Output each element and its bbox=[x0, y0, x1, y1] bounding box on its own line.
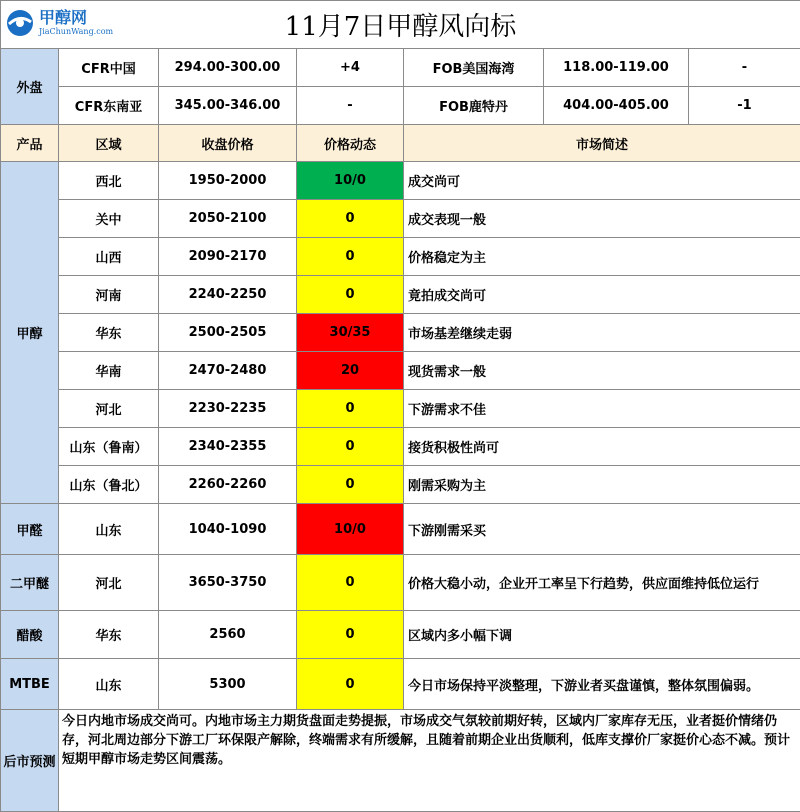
methanol-row bbox=[1, 200, 800, 238]
comment-cell: 下游刚需采买 bbox=[404, 504, 800, 555]
change-cell: 0 bbox=[297, 276, 404, 314]
price-cell: 1040-1090 bbox=[159, 504, 297, 555]
comment-cell: 今日市场保持平淡整理，下游业者买盘谨慎，整体氛围偏弱。 bbox=[404, 659, 800, 710]
price-cell: 2230-2235 bbox=[159, 390, 297, 428]
price-cell: 2340-2355 bbox=[159, 428, 297, 466]
region-cell: 山东 bbox=[59, 504, 159, 555]
comment-cell: 现货需求一般 bbox=[404, 352, 800, 390]
region-cell: 山东（鲁南） bbox=[59, 428, 159, 466]
foreign-b-price: 404.00-405.00 bbox=[544, 87, 689, 125]
logo-icon bbox=[5, 8, 35, 38]
methanol-row bbox=[1, 314, 800, 352]
change-cell: 20 bbox=[297, 352, 404, 390]
forecast-text: 今日内地市场成交尚可。内地市场主力期货盘面走势提振，市场成交气氛较前期好转，区域内厂家库存无压，业者挺价情绪仍存，河北周边部分下游工厂环保限产解除，终端需求有所缓解，且随着前期企业出货顺利，低库支撑价厂家挺价心态不减。预计短期甲醇市场走势区间震荡。 bbox=[59, 710, 800, 812]
change-cell: 0 bbox=[297, 466, 404, 504]
logo bbox=[5, 5, 113, 41]
comment-cell: 接货积极性尚可 bbox=[404, 428, 800, 466]
product-row bbox=[1, 659, 800, 710]
price-cell: 2260-2260 bbox=[159, 466, 297, 504]
comment-cell: 下游需求不佳 bbox=[404, 390, 800, 428]
product-row bbox=[1, 611, 800, 659]
price-cell: 2560 bbox=[159, 611, 297, 659]
region-cell: 山西 bbox=[59, 238, 159, 276]
price-cell: 2090-2170 bbox=[159, 238, 297, 276]
foreign-a-change: +4 bbox=[297, 49, 404, 87]
comment-cell: 成交表现一般 bbox=[404, 200, 800, 238]
comment-cell: 竟拍成交尚可 bbox=[404, 276, 800, 314]
foreign-a-change: - bbox=[297, 87, 404, 125]
price-cell: 2050-2100 bbox=[159, 200, 297, 238]
product-label: 甲醛 bbox=[1, 504, 59, 555]
foreign-a-price: 345.00-346.00 bbox=[159, 87, 297, 125]
methanol-row bbox=[1, 238, 800, 276]
foreign-a-name: CFR中国 bbox=[59, 49, 159, 87]
comment-cell: 区域内多小幅下调 bbox=[404, 611, 800, 659]
foreign-b-name: FOB美国海湾 bbox=[404, 49, 544, 87]
change-cell: 0 bbox=[297, 659, 404, 710]
comment-cell: 市场基差继续走弱 bbox=[404, 314, 800, 352]
methanol-row bbox=[1, 390, 800, 428]
foreign-b-price: 118.00-119.00 bbox=[544, 49, 689, 87]
change-cell: 0 bbox=[297, 200, 404, 238]
forecast-label: 后市预测 bbox=[1, 710, 59, 812]
change-cell: 0 bbox=[297, 390, 404, 428]
price-cell: 3650-3750 bbox=[159, 555, 297, 611]
comment-cell: 价格大稳小动，企业开工率呈下行趋势，供应面维持低位运行 bbox=[404, 555, 800, 611]
price-cell: 2500-2505 bbox=[159, 314, 297, 352]
change-cell: 0 bbox=[297, 555, 404, 611]
methanol-row bbox=[1, 162, 800, 200]
methanol-row bbox=[1, 428, 800, 466]
page-title: 11月7日甲醇风向标 bbox=[285, 12, 517, 42]
product-row bbox=[1, 555, 800, 611]
change-cell: 10/0 bbox=[297, 504, 404, 555]
change-cell: 0 bbox=[297, 611, 404, 659]
column-header-row bbox=[1, 125, 800, 162]
change-cell: 10/0 bbox=[297, 162, 404, 200]
header-region: 区域 bbox=[59, 125, 159, 162]
foreign-b-name: FOB鹿特丹 bbox=[404, 87, 544, 125]
foreign-row-1 bbox=[1, 49, 800, 87]
region-cell: 山东（鲁北） bbox=[59, 466, 159, 504]
region-cell: 华东 bbox=[59, 611, 159, 659]
product-label: 醋酸 bbox=[1, 611, 59, 659]
header-comment: 市场简述 bbox=[404, 125, 800, 162]
change-cell: 0 bbox=[297, 428, 404, 466]
region-cell: 河北 bbox=[59, 390, 159, 428]
logo-text-en: JiaChunWang.com bbox=[39, 28, 113, 36]
change-cell: 30/35 bbox=[297, 314, 404, 352]
change-cell: 0 bbox=[297, 238, 404, 276]
title-cell bbox=[1, 1, 800, 49]
header-price: 收盘价格 bbox=[159, 125, 297, 162]
product-row bbox=[1, 504, 800, 555]
foreign-a-price: 294.00-300.00 bbox=[159, 49, 297, 87]
foreign-b-change: - bbox=[689, 49, 800, 87]
methanol-row bbox=[1, 466, 800, 504]
product-label: MTBE bbox=[1, 659, 59, 710]
price-cell: 2470-2480 bbox=[159, 352, 297, 390]
product-label-methanol: 甲醇 bbox=[1, 162, 59, 504]
methanol-row bbox=[1, 352, 800, 390]
methanol-row bbox=[1, 276, 800, 314]
region-cell: 河南 bbox=[59, 276, 159, 314]
header-change: 价格动态 bbox=[297, 125, 404, 162]
comment-cell: 成交尚可 bbox=[404, 162, 800, 200]
region-cell: 河北 bbox=[59, 555, 159, 611]
region-cell: 西北 bbox=[59, 162, 159, 200]
foreign-b-change: -1 bbox=[689, 87, 800, 125]
foreign-row-2 bbox=[1, 87, 800, 125]
region-cell: 华东 bbox=[59, 314, 159, 352]
price-cell: 2240-2250 bbox=[159, 276, 297, 314]
region-cell: 华南 bbox=[59, 352, 159, 390]
region-cell: 关中 bbox=[59, 200, 159, 238]
foreign-label: 外盘 bbox=[1, 49, 59, 125]
comment-cell: 刚需采购为主 bbox=[404, 466, 800, 504]
header-product: 产品 bbox=[1, 125, 59, 162]
price-cell: 5300 bbox=[159, 659, 297, 710]
forecast-row bbox=[1, 710, 800, 812]
comment-cell: 价格稳定为主 bbox=[404, 238, 800, 276]
region-cell: 山东 bbox=[59, 659, 159, 710]
price-cell: 1950-2000 bbox=[159, 162, 297, 200]
product-label: 二甲醚 bbox=[1, 555, 59, 611]
title-row bbox=[1, 1, 800, 49]
logo-text-cn: 甲醇网 bbox=[39, 10, 113, 26]
foreign-a-name: CFR东南亚 bbox=[59, 87, 159, 125]
